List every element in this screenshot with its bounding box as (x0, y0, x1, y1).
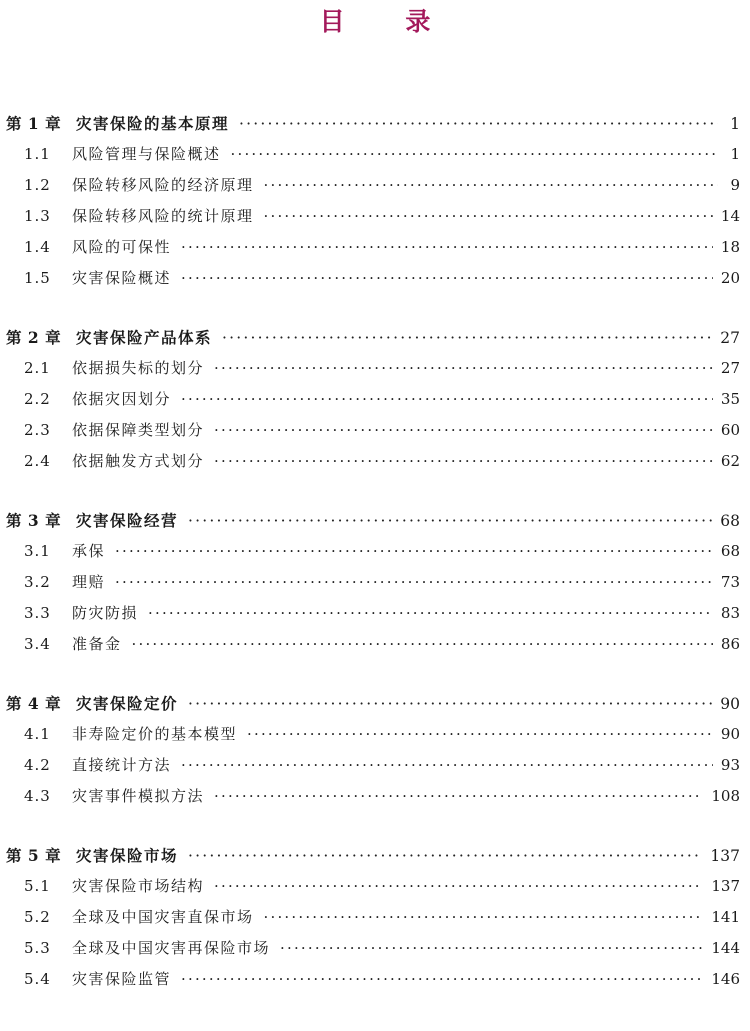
dot-leader (214, 353, 713, 384)
toc-section-entry[interactable] (0, 263, 750, 294)
page-number: 68 (720, 542, 740, 560)
dot-leader (264, 170, 718, 201)
toc-section-entry[interactable] (0, 384, 750, 415)
toc-chapter-entry[interactable] (0, 322, 750, 353)
section-number: 5.4 (24, 970, 51, 988)
dot-leader (214, 781, 703, 812)
page-number: 90 (720, 695, 740, 713)
page-number: 27 (720, 329, 740, 347)
page-number: 9 (730, 176, 740, 194)
toc-section-entry[interactable] (0, 598, 750, 629)
section-title: 依据损失标的划分 (72, 359, 205, 377)
toc-chapter-entry[interactable] (0, 108, 750, 139)
toc-chapter-3 (0, 505, 750, 660)
page-number: 18 (720, 238, 740, 256)
toc-section-entry[interactable] (0, 170, 750, 201)
section-title: 灾害事件模拟方法 (72, 787, 205, 805)
section-number: 2.3 (24, 421, 51, 439)
section-number: 3.4 (24, 635, 51, 653)
chapter-title: 灾害保险市场 (76, 846, 179, 865)
page-number: 1 (730, 145, 740, 163)
page-number: 137 (710, 847, 740, 865)
dot-leader (115, 567, 713, 598)
dot-leader (247, 719, 713, 750)
toc-chapter-entry[interactable] (0, 840, 750, 871)
dot-leader (148, 598, 713, 629)
section-number: 5.3 (24, 939, 51, 957)
section-number: 3.2 (24, 573, 51, 591)
page-number: 60 (720, 421, 740, 439)
chapter-number: 第 4 章 (6, 694, 62, 713)
dot-leader (239, 109, 718, 140)
section-title: 非寿险定价的基本模型 (72, 725, 238, 743)
toc-section-entry[interactable] (0, 933, 750, 964)
dot-leader (214, 871, 703, 902)
page-number: 141 (711, 908, 740, 926)
chapter-number: 第 1 章 (6, 114, 62, 133)
toc-section-entry[interactable] (0, 353, 750, 384)
dot-leader (214, 446, 713, 477)
toc-section-entry[interactable] (0, 139, 750, 170)
section-title: 保险转移风险的经济原理 (72, 176, 254, 194)
section-number: 4.2 (24, 756, 51, 774)
chapter-number: 第 5 章 (6, 846, 62, 865)
section-title: 依据触发方式划分 (72, 452, 205, 470)
toc-section-entry[interactable] (0, 902, 750, 933)
section-number: 5.2 (24, 908, 51, 926)
section-title: 风险的可保性 (72, 238, 172, 256)
dot-leader (280, 933, 703, 964)
dot-leader (231, 139, 718, 170)
toc-section-entry[interactable] (0, 567, 750, 598)
dot-leader (181, 750, 713, 781)
page-number: 62 (720, 452, 740, 470)
toc-section-entry[interactable] (0, 750, 750, 781)
dot-leader (188, 689, 712, 720)
dot-leader (264, 902, 704, 933)
dot-leader (115, 536, 713, 567)
page-number: 68 (720, 512, 740, 530)
dot-leader (188, 841, 702, 872)
section-title: 全球及中国灾害再保险市场 (72, 939, 271, 957)
section-number: 2.1 (24, 359, 51, 377)
toc-section-entry[interactable] (0, 446, 750, 477)
section-title: 灾害保险概述 (72, 269, 172, 287)
section-number: 3.3 (24, 604, 51, 622)
dot-leader (132, 629, 713, 660)
section-title: 准备金 (72, 635, 122, 653)
page-number: 144 (711, 939, 740, 957)
toc-section-entry[interactable] (0, 201, 750, 232)
page-title: 目 录 (319, 7, 457, 36)
toc-section-entry[interactable] (0, 719, 750, 750)
page-number: 20 (720, 269, 740, 287)
section-number: 1.5 (24, 269, 51, 287)
dot-leader (181, 384, 713, 415)
chapter-number: 第 2 章 (6, 328, 62, 347)
toc-section-entry[interactable] (0, 415, 750, 446)
page-number: 93 (720, 756, 740, 774)
toc-section-entry[interactable] (0, 629, 750, 660)
section-title: 灾害保险市场结构 (72, 877, 205, 895)
toc-chapter-entry[interactable] (0, 688, 750, 719)
section-title: 承保 (72, 542, 106, 560)
dot-leader (214, 415, 713, 446)
dot-leader (264, 201, 713, 232)
page-number: 1 (730, 115, 740, 133)
toc-section-entry[interactable] (0, 536, 750, 567)
dot-leader (188, 506, 712, 537)
toc-section-entry[interactable] (0, 781, 750, 812)
section-number: 2.4 (24, 452, 51, 470)
section-number: 1.4 (24, 238, 51, 256)
chapter-title: 灾害保险产品体系 (76, 328, 213, 347)
dot-leader (181, 964, 703, 995)
page-number: 27 (720, 359, 740, 377)
page-number: 146 (711, 970, 740, 988)
page-number: 90 (720, 725, 740, 743)
section-title: 保险转移风险的统计原理 (72, 207, 254, 225)
page-number: 35 (720, 390, 740, 408)
section-title: 全球及中国灾害直保市场 (72, 908, 254, 926)
chapter-number: 第 3 章 (6, 511, 62, 530)
section-number: 3.1 (24, 542, 51, 560)
section-number: 4.1 (24, 725, 51, 743)
toc-chapter-entry[interactable] (0, 505, 750, 536)
section-title: 灾害保险监管 (72, 970, 172, 988)
chapter-title: 灾害保险的基本原理 (76, 114, 230, 133)
page-number: 83 (720, 604, 740, 622)
toc-section-entry[interactable] (0, 232, 750, 263)
section-number: 5.1 (24, 877, 51, 895)
page-number: 108 (711, 787, 740, 805)
section-number: 2.2 (24, 390, 51, 408)
toc-chapter-4 (0, 688, 750, 812)
section-number: 4.3 (24, 787, 51, 805)
section-title: 理赔 (72, 573, 106, 591)
page-number: 137 (711, 877, 740, 895)
dot-leader (222, 323, 712, 354)
chapter-title: 灾害保险定价 (76, 694, 179, 713)
page-number: 14 (720, 207, 740, 225)
page-number: 86 (720, 635, 740, 653)
section-number: 1.3 (24, 207, 51, 225)
section-number: 1.1 (24, 145, 51, 163)
toc-chapter-1 (0, 108, 750, 294)
dot-leader (181, 232, 713, 263)
section-title: 依据灾因划分 (72, 390, 172, 408)
section-number: 1.2 (24, 176, 51, 194)
section-title: 防灾防损 (72, 604, 139, 622)
toc-section-entry[interactable] (0, 871, 750, 902)
chapter-title: 灾害保险经营 (76, 511, 179, 530)
toc-chapter-5 (0, 840, 750, 995)
toc-chapter-2 (0, 322, 750, 477)
page-number: 73 (720, 573, 740, 591)
section-title: 依据保障类型划分 (72, 421, 205, 439)
toc-section-entry[interactable] (0, 964, 750, 995)
section-title: 直接统计方法 (72, 756, 172, 774)
section-title: 风险管理与保险概述 (72, 145, 221, 163)
dot-leader (181, 263, 713, 294)
table-of-contents (0, 108, 750, 995)
